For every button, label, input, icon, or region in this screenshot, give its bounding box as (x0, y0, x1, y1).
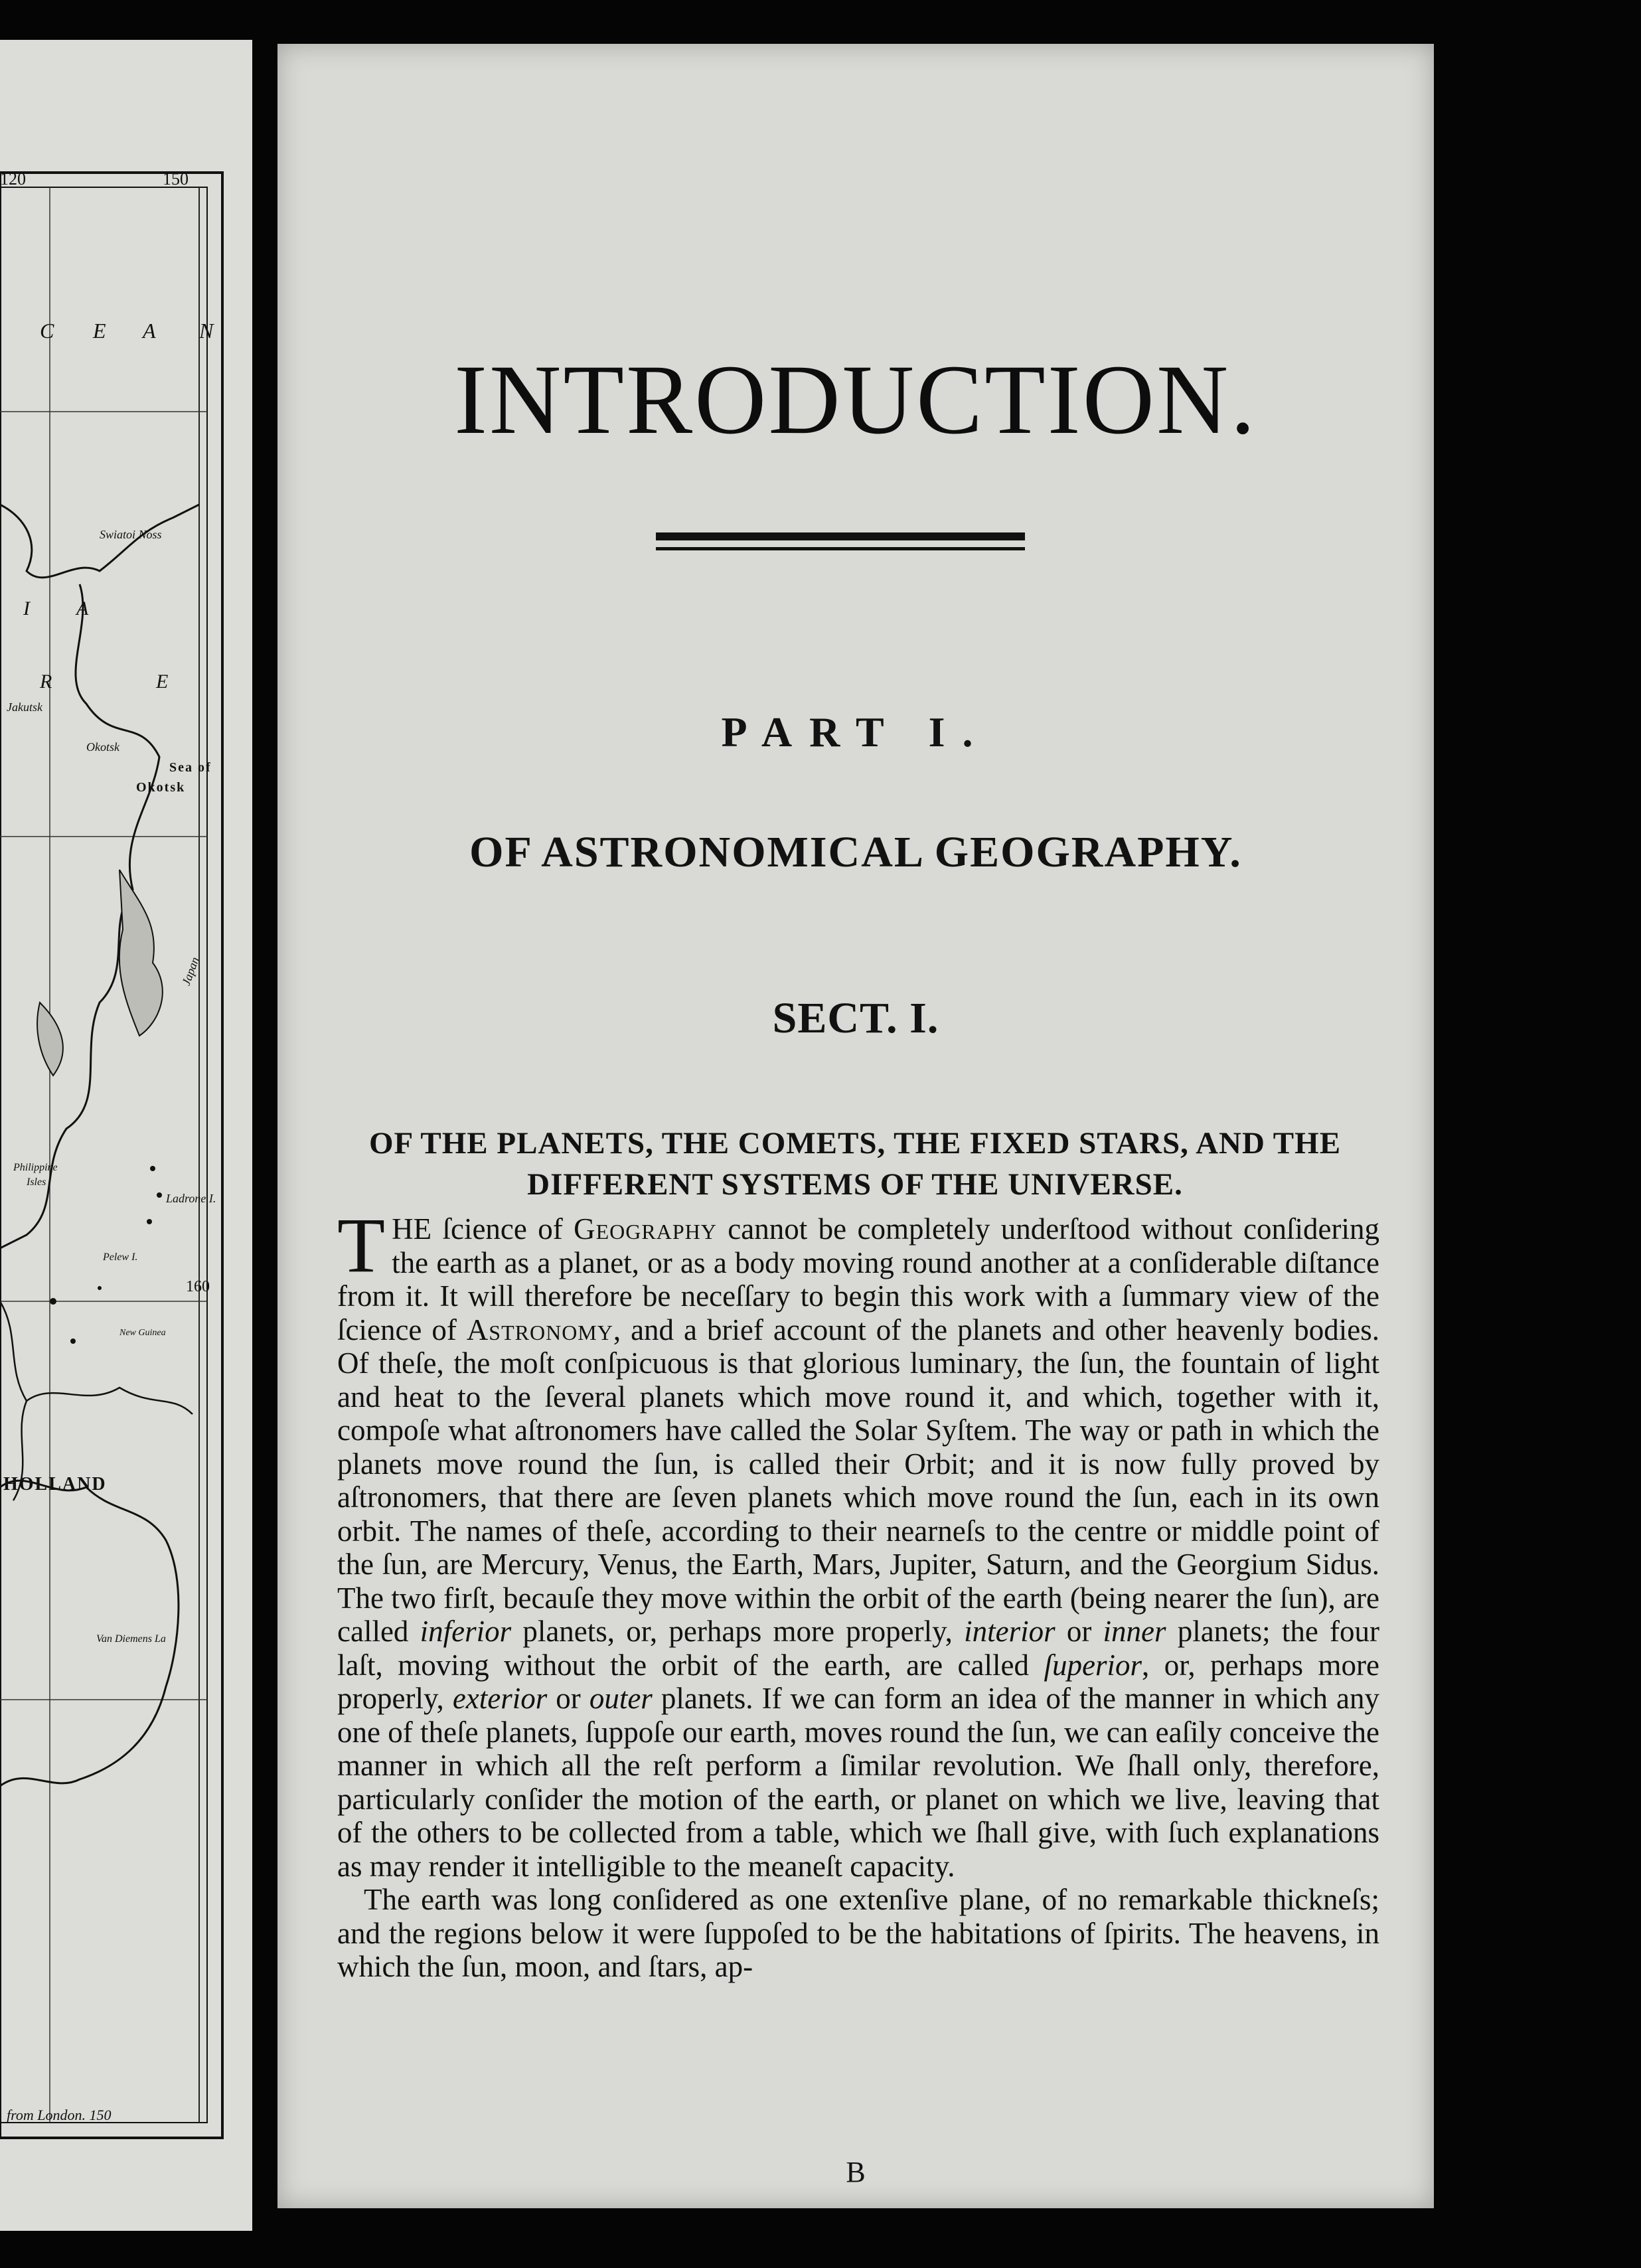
text-run: HE ſcience of (392, 1212, 574, 1246)
map-mid-letter-2: A (76, 598, 89, 619)
map-place-van-diemens: Van Diemens La (96, 1633, 166, 1645)
text-run: or (1055, 1615, 1103, 1648)
map-place-okotsk: Okotsk (86, 740, 119, 754)
map-place-sea-of-1: Sea of (169, 760, 212, 775)
map-place-pelew: Pelew I. (103, 1252, 138, 1263)
facing-page-map (0, 40, 252, 2231)
text-inferior: inferior (420, 1615, 512, 1648)
map-ocean-letter-2: E (93, 319, 106, 343)
map-ocean-letter-1: C (40, 319, 54, 343)
text-run: planets, or, perhaps more properly, (511, 1615, 965, 1648)
body-text (337, 1202, 1379, 1984)
text-run: planets; the four laſt, moving without the orbit of the earth, are called (337, 1615, 1379, 1682)
map-ocean-letter-4: N (199, 319, 214, 343)
text-outer: outer (589, 1682, 653, 1715)
map-mid2-letter-2: E (156, 671, 169, 692)
map-mid2-letter-1: R (40, 671, 52, 692)
text-geography: Geography (574, 1212, 717, 1246)
text-run: , or, perhaps more properly, (337, 1648, 1379, 1715)
text-exterior: exterior (452, 1682, 548, 1715)
map-tick-mid-right: 160 (186, 1278, 210, 1295)
map-tick-top-right: 150 (163, 169, 189, 189)
part-subheading: OF ASTRONOMICAL GEOGRAPHY. (469, 828, 1242, 876)
part-heading: PART I. (721, 708, 990, 756)
map-tick-top-left: 120 (0, 169, 26, 189)
map-place-philippine-2: Isles (27, 1176, 46, 1188)
map-place-new-guinea: New Guinea (119, 1328, 166, 1338)
map-mid-letter-1: I (23, 598, 30, 619)
drop-cap: T (337, 1202, 386, 1289)
map-place-ladrone: Ladrone I. (166, 1192, 216, 1205)
text-astronomy: Astronomy (466, 1313, 613, 1346)
map-ocean-letter-3: A (143, 319, 156, 343)
text-superior: ſuperior (1044, 1648, 1142, 1682)
book-page (277, 44, 1434, 2208)
map-place-sea-of-2: Okotsk (136, 780, 186, 795)
text-run: , and a brief account of the planets and other heavenly bodies. Of theſe, the moſt conſpicuous is that glorious luminary, the ſun, the fountain of light and heat to the ſeveral planets which move round it, and which, together with it, compoſe what aſtronomers have called the Solar Syſtem. The way or path in which the planets move round the ſun, is called their Orbit; and it is now fully proved by aſtronomers, that there are ſeven planets which move round the ſun, each in its own orbit. The names of theſe, according to their nearneſs to the centre or middle point of the ſun, are Mercury, Venus, the Earth, Mars, Jupiter, Saturn, and the Georgium Sidus. The two firſt, becauſe they move within the orbit of the earth (being nearer the ſun), are called (337, 1313, 1379, 1648)
text-inner: inner (1103, 1615, 1166, 1648)
page-title: INTRODUCTION. (454, 345, 1257, 455)
paragraph-2: The earth was long conſidered as one extenſive plane, of no remarkable thickneſs; and the regions below it were ſuppoſed to be the habitations of ſpirits. The heavens, in which the ſun, moon, and ſtars, ap- (337, 1883, 1379, 1983)
map-place-jakutsk: Jakutsk (7, 700, 42, 714)
signature-mark: B (846, 2156, 866, 2188)
text-run: planets. If we can form an idea of the manner in which any one of theſe planets, ſuppoſe our earth, moves round the ſun, we can eaſily conceive the manner in which all the reſt perform a ſimilar revolution. We ſhall only, therefore, particularly conſider the motion of the earth, or planet on which we live, leaving that of the others to be collected from a table, which we ſhall give, with ſuch explanations as may render it intelligible to the meaneſt capacity. (337, 1682, 1379, 1883)
text-run: cannot be completely underſtood without conſidering the earth as a planet, or as a body moving round another at a conſiderable diſtance from it. It will therefore be neceſſary to begin this work with a ſummary view of the ſcience of (337, 1212, 1379, 1346)
title-rule-thick (656, 532, 1025, 540)
map-bottom-caption: from London. 150 (7, 2107, 112, 2123)
map-place-swiat-noss: Swiatoi Noss (100, 528, 162, 541)
map-lines (0, 40, 252, 2231)
text-run: or (547, 1682, 589, 1715)
paragraph-1 (337, 1202, 1379, 1883)
map-place-japan: Japan (179, 955, 202, 987)
section-heading: SECT. I. (772, 994, 939, 1042)
map-place-philippine-1: Philippine (13, 1162, 58, 1173)
text-interior: interior (964, 1615, 1055, 1648)
map-place-holland: HOLLAND (3, 1474, 107, 1495)
section-subheading: OF THE PLANETS, THE COMETS, THE FIXED STARS, AND THE DIFFERENT SYSTEMS OF THE UNIVERSE. (368, 1126, 1342, 1202)
title-rule-thin (656, 547, 1025, 550)
